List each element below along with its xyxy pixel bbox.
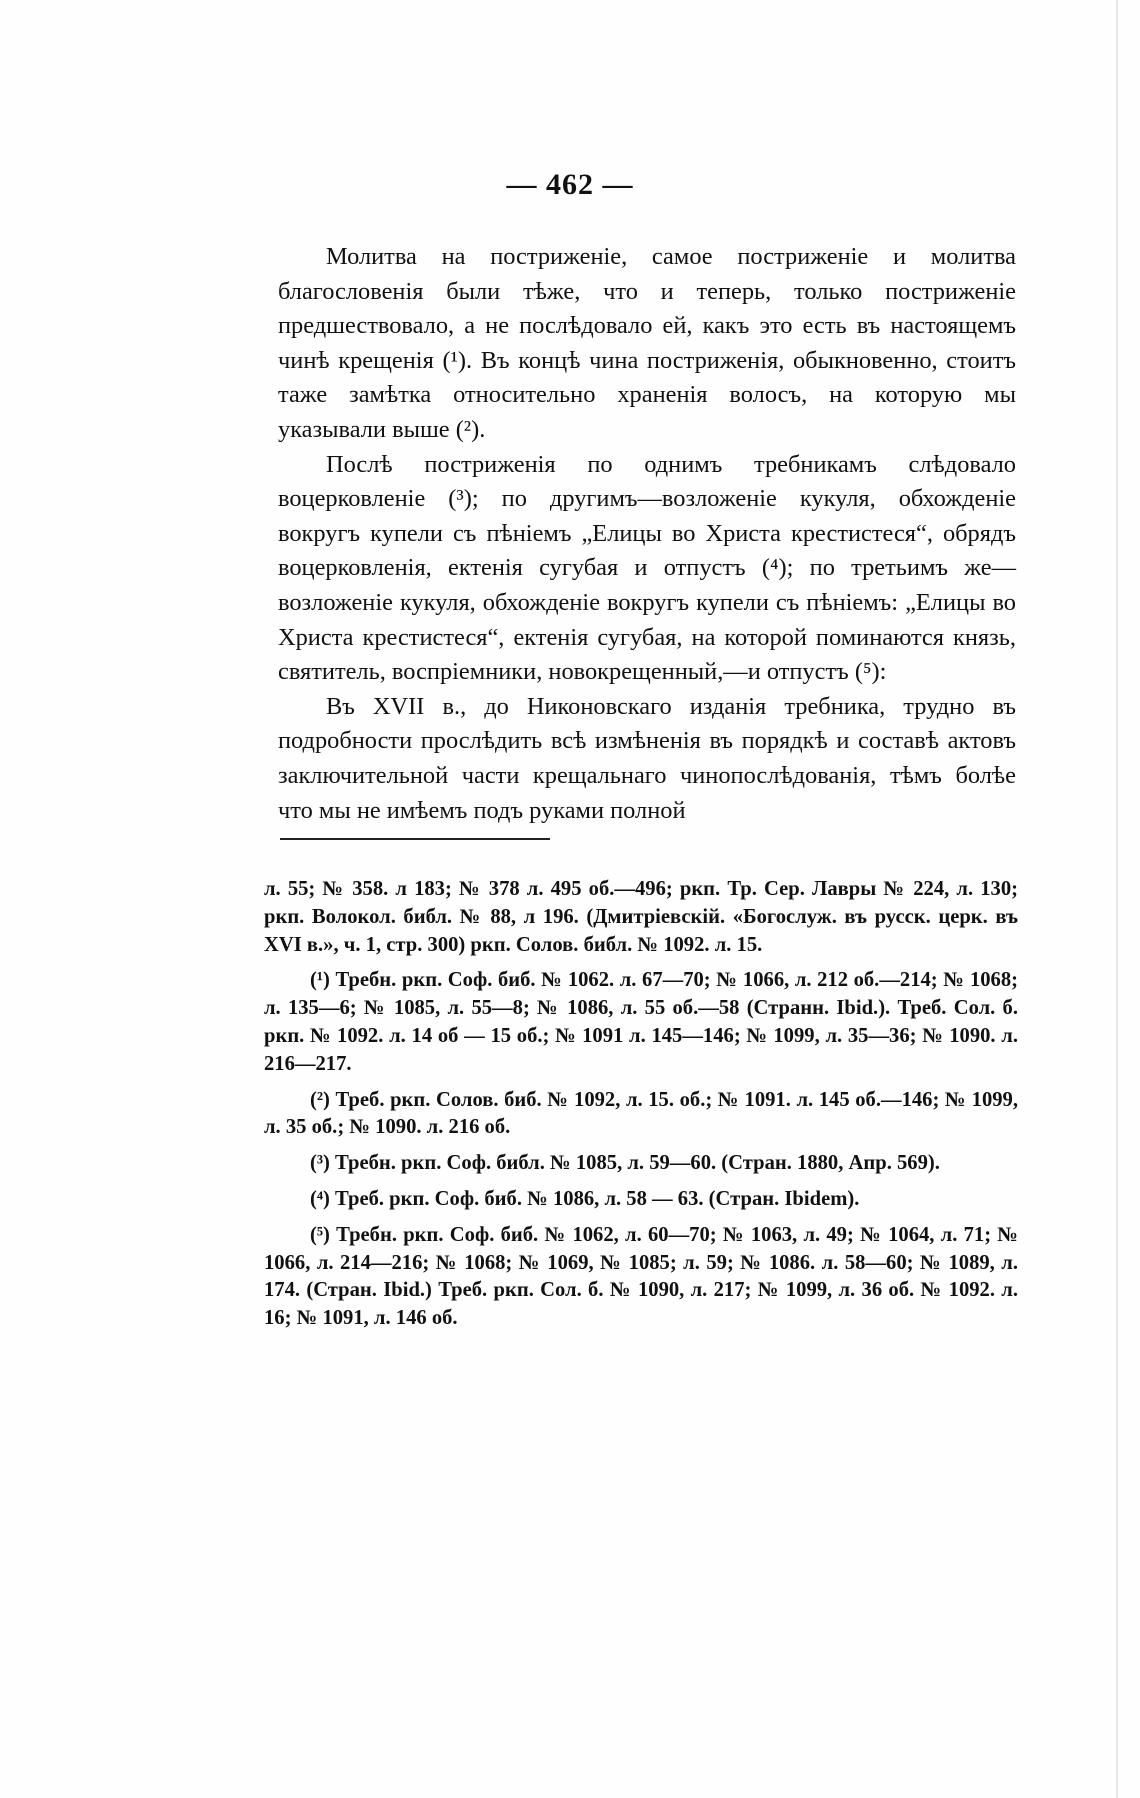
footnote: (²) Треб. ркп. Солов. биб. № 1092, л. 15. об.; № 1091. л. 145 об.—146; № 1099, л. 35 об.; № 1090. л. 216 об. [264, 1088, 1018, 1139]
footnote-continuation: л. 55; № 358. л 183; № 378 л. 495 об.—496; ркп. Тр. Сер. Лавры № 224, л. 130; ркп. Волокол. библ. № 88, л 196. (Дмитріевскій. «Богослуж. въ русск. церк. въ XVI в.», ч. 1, стр. 300) ркп. Солов. библ. № 1092. л. 15. [264, 878, 1018, 956]
paragraph: Въ XVII в., до Никоновскаго изданія требника, трудно въ подробности прослѣдить всѣ измѣненія въ порядкѣ и составѣ актовъ заключительной части крещальнаго чинопослѣдованія, тѣмъ болѣе что мы не имѣемъ подъ руками полной [278, 692, 1016, 824]
footnotes [264, 876, 1018, 1341]
footnote-separator [280, 838, 550, 840]
paragraph: Послѣ постриженія по однимъ требникамъ слѣдовало воцерковленіе (³); по другимъ—возложеніе кукуля, обхожденіе вокругъ купели съ пѣніемъ „Елицы во Христа крестистеся“, обрядъ воцерковленія, ектенія сугубая и отпустъ (⁴); по третьимъ же—возложеніе кукуля, обхожденіе вокругъ купели съ пѣніемъ: „Елицы во Христа крестистеся“, ектенія сугубая, на которой поминаются князь, святитель, воспріемники, новокрещенный,—и отпустъ (⁵): [278, 450, 1016, 686]
paragraph: Молитва на постриженіе, самое постриженіе и молитва благословенія были тѣже, что и теперь, только постриженіе предшествовало, а не послѣдовало ей, какъ это есть въ настоящемъ чинѣ крещенія (¹). Въ концѣ чина постриженія, обыкновенно, стоитъ таже замѣтка относительно храненія волосъ, на которую мы указывали выше (²). [278, 243, 1016, 443]
footnote: (¹) Требн. ркп. Соф. биб. № 1062. л. 67—70; № 1066, л. 212 об.—214; № 1068; л. 135—6; № 1085, л. 55—8; № 1086, л. 55 об.—58 (Странн. Ibid.). Треб. Сол. б. ркп. № 1092. л. 14 об — 15 об.; № 1091 л. 145—146; № 1099, л. 35—36; № 1090. л. 216—217. [264, 969, 1018, 1075]
scan-edge [1116, 0, 1118, 1798]
footnote: (³) Требн. ркп. Соф. библ. № 1085, л. 59—60. (Стран. 1880, Апр. 569). [310, 1152, 940, 1175]
page-number: — 462 — [506, 168, 634, 201]
main-text [278, 240, 1016, 828]
footnote: (⁵) Требн. ркп. Соф. биб. № 1062, л. 60—70; № 1063, л. 49; № 1064, л. 71; № 1066, л. 214—216; № 1068; № 1069, № 1085; л. 59; № 1086. л. 58—60; № 1089, л. 174. (Стран. Ibid.) Треб. ркп. Сол. б. № 1090, л. 217; № 1099, л. 36 об. № 1092. л. 16; № 1091, л. 146 об. [264, 1223, 1018, 1330]
footnote: (⁴) Треб. ркп. Соф. биб. № 1086, л. 58 — 63. (Стран. Ibidem). [310, 1187, 860, 1210]
